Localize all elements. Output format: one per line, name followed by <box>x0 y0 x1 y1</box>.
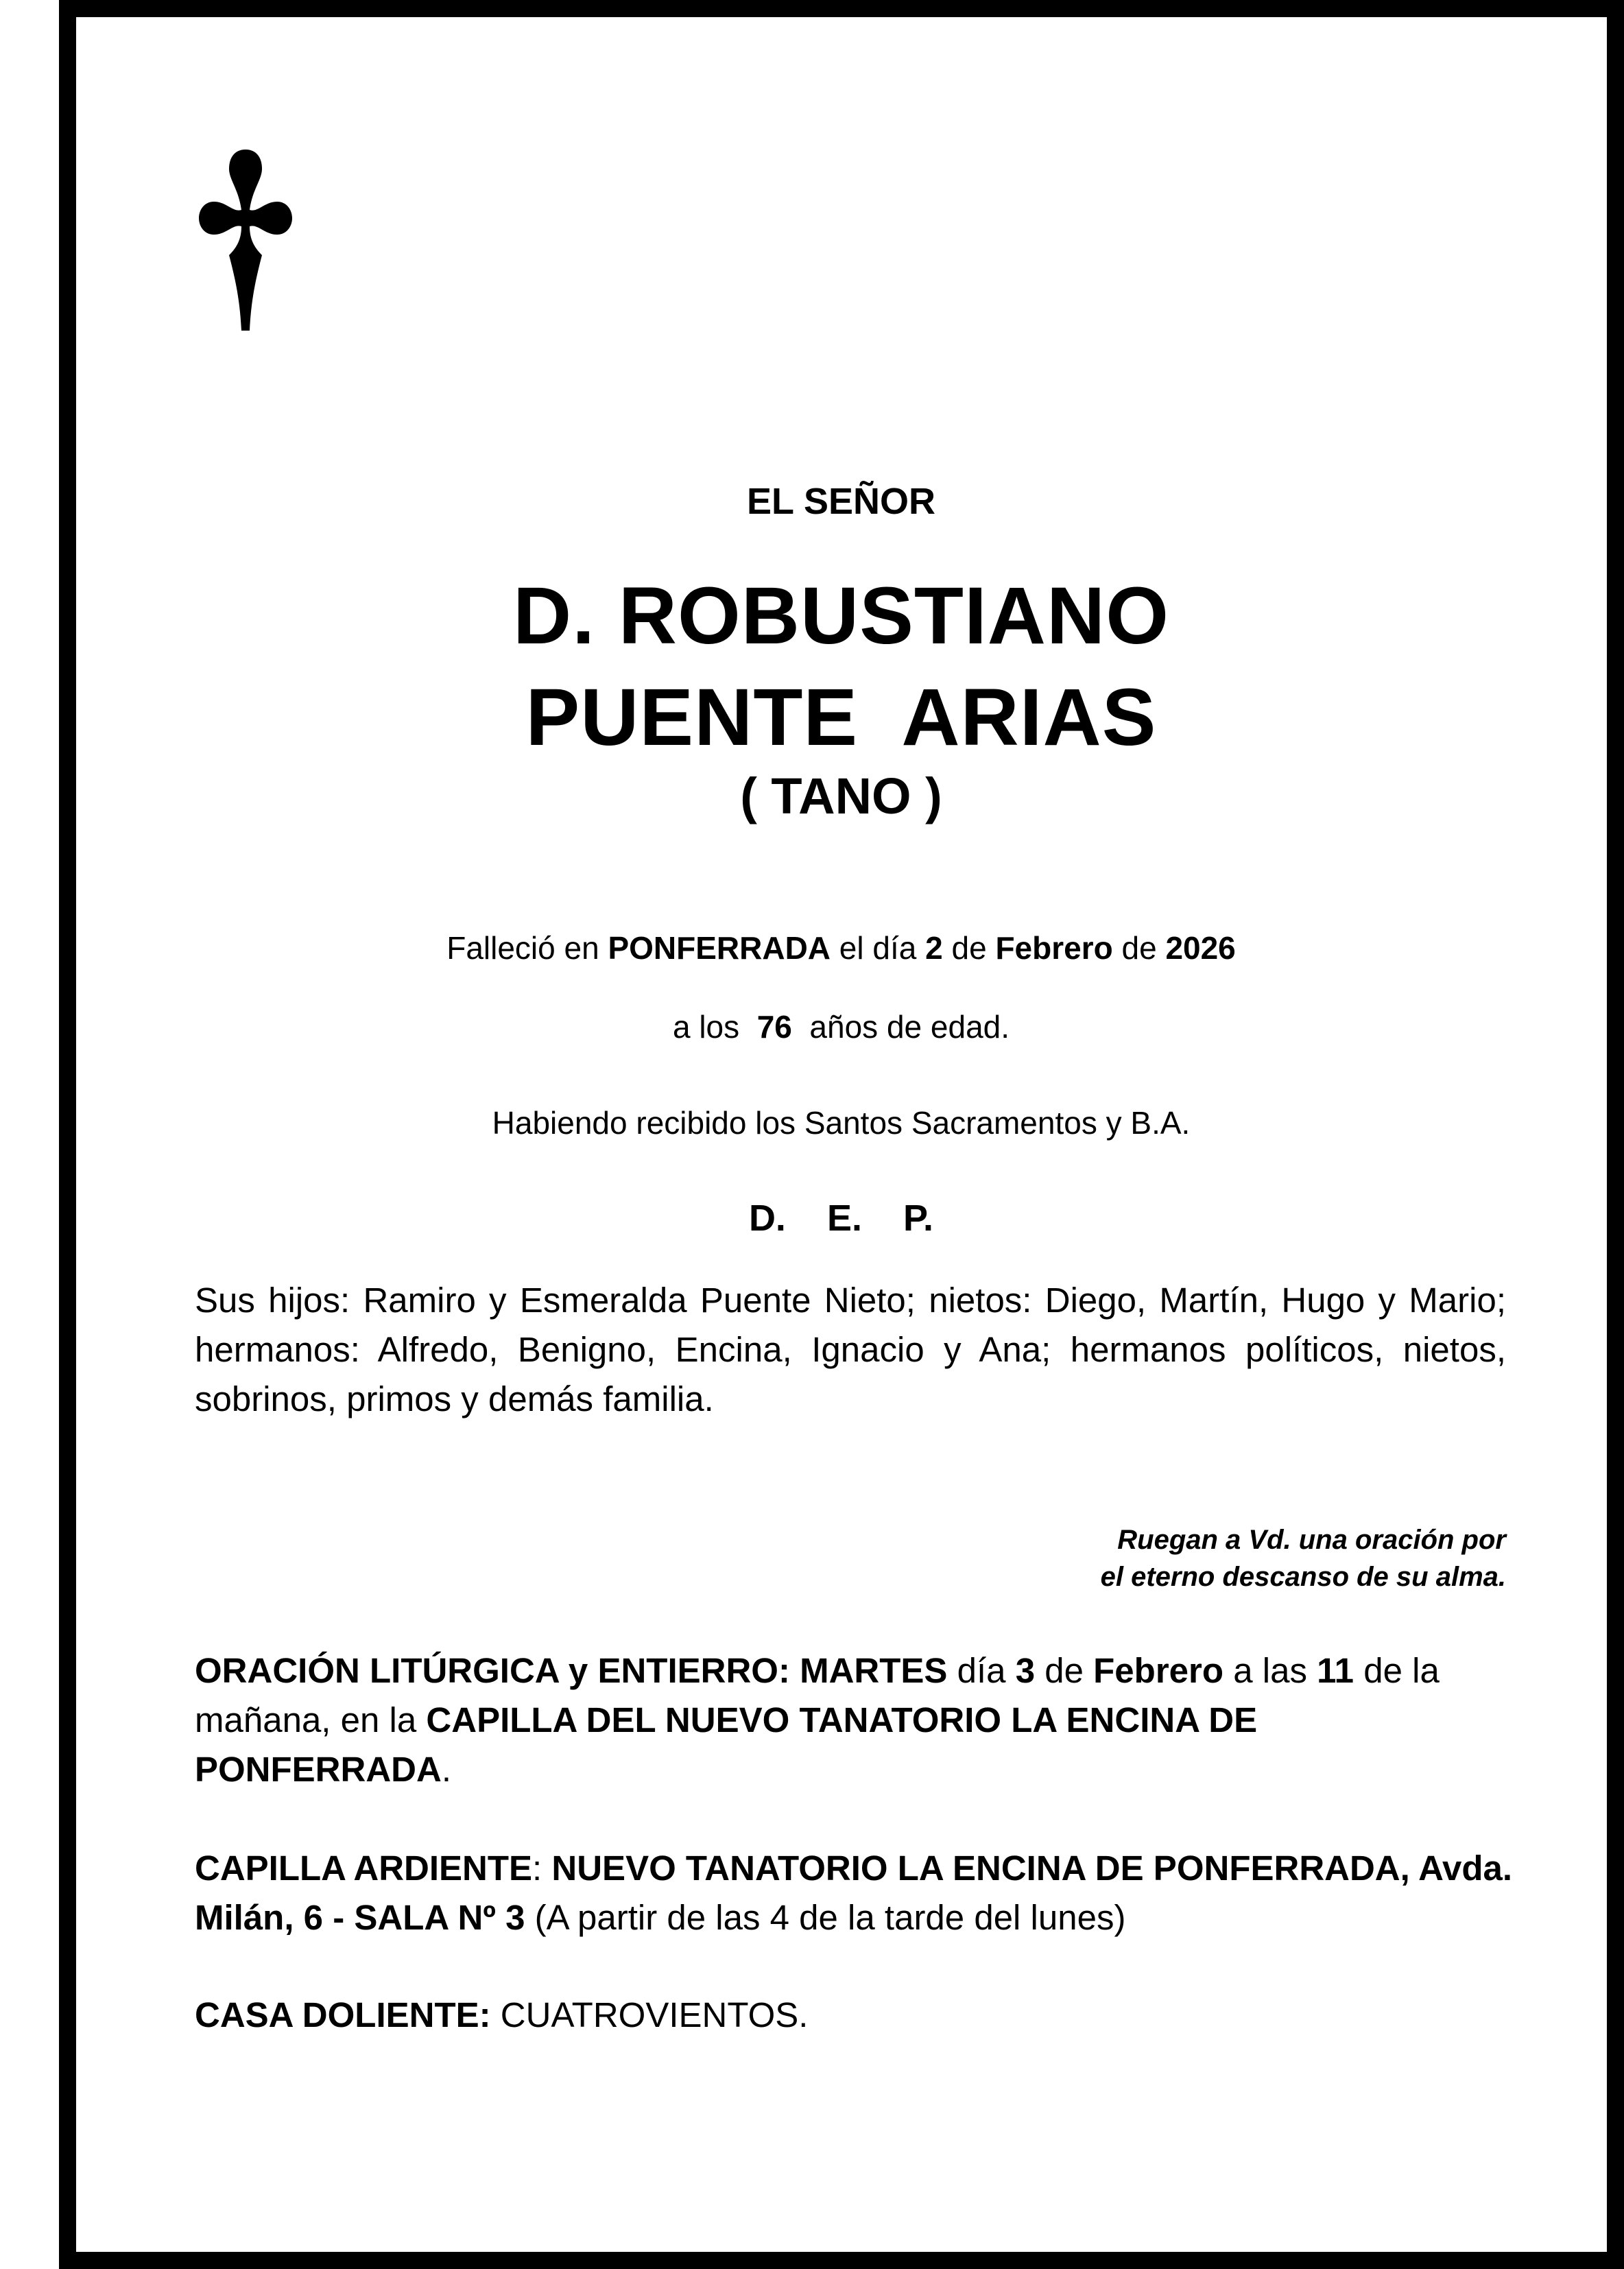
funeral-month: Febrero <box>1093 1651 1224 1690</box>
death-day: 2 <box>925 930 943 966</box>
funeral-info <box>195 1646 1515 1794</box>
mourning-house-info <box>195 1991 1515 2040</box>
age-suffix: años de edad. <box>791 1009 1010 1045</box>
chapel-label: CAPILLA ARDIENTE <box>195 1849 533 1888</box>
age-prefix: a los <box>672 1009 757 1045</box>
funeral-month-prefix: de <box>1035 1651 1094 1690</box>
prayer-request <box>889 1521 1506 1595</box>
chapel-note: (A partir de las 4 de la tarde del lunes) <box>525 1898 1126 1937</box>
death-place-date <box>76 929 1606 966</box>
funeral-time: 11 <box>1317 1651 1354 1690</box>
deceased-name-line1: D. ROBUSTIANO <box>513 571 1169 661</box>
prayer-line1: Ruegan a Vd. una oración por <box>1117 1525 1506 1555</box>
mourning-house-label: CASA DOLIENTE: <box>195 1995 491 2034</box>
age-value: 76 <box>756 1009 792 1045</box>
chapel-info <box>195 1844 1515 1943</box>
prayer-line2: el eterno descanso de su alma. <box>1100 1562 1506 1592</box>
chapel-colon: : <box>532 1849 552 1888</box>
funeral-time-prefix: a las <box>1223 1651 1317 1690</box>
deceased-name-line2: PUENTE ARIAS <box>525 672 1157 763</box>
death-year: 2026 <box>1165 930 1236 966</box>
funeral-day-prefix: día <box>947 1651 1016 1690</box>
sacraments-line: Habiendo recibido los Santos Sacramentos y B.A. <box>492 1105 1191 1141</box>
funeral-end: . <box>441 1750 452 1789</box>
funeral-time-suffix: de la mañana, en la <box>195 1651 1440 1739</box>
funeral-day: 3 <box>1015 1651 1036 1690</box>
age-line <box>76 1008 1606 1045</box>
mourning-house-value: CUATROVIENTOS. <box>490 1995 809 2034</box>
month-prefix: de <box>942 930 996 966</box>
funeral-location: CAPILLA DEL NUEVO TANATORIO LA ENCINA DE PONFERRADA <box>195 1700 1258 1789</box>
year-prefix: de <box>1112 930 1166 966</box>
died-prefix: Falleció en <box>446 930 608 966</box>
santiago-cross-icon <box>199 144 292 331</box>
funeral-label: ORACIÓN LITÚRGICA y ENTIERRO: MARTES <box>195 1651 948 1690</box>
death-month: Febrero <box>995 930 1113 966</box>
family-list: Sus hijos: Ramiro y Esmeralda Puente Nieto; nietos: Diego, Martín, Hugo y Mario; hermanos: Alfredo, Benigno, Encina, Ignacio y Ana; hermanos políticos, nietos, sobrinos, primos y demás familia. <box>195 1281 1506 1418</box>
rip-line: D. E. P. <box>748 1198 934 1239</box>
deceased-alias: ( TANO ) <box>740 768 942 824</box>
honorific-title: EL SEÑOR <box>746 481 936 522</box>
death-place: PONFERRADA <box>608 930 831 966</box>
day-prefix: el día <box>831 930 926 966</box>
chapel-location: NUEVO TANATORIO LA ENCINA DE PONFERRADA, Avda. Milán, 6 - SALA Nº 3 <box>195 1849 1513 1937</box>
